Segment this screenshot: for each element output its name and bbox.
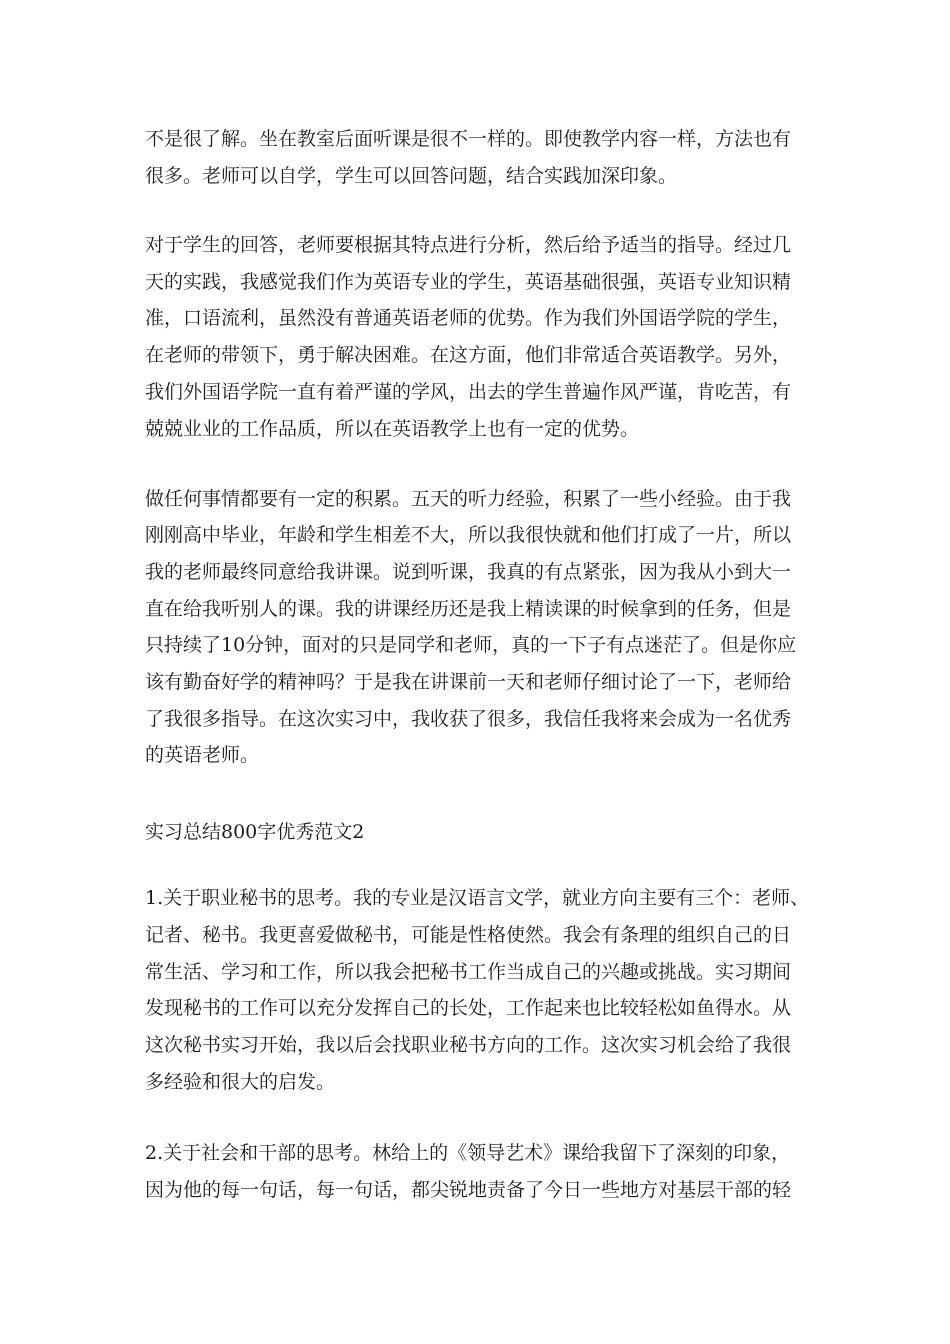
section-heading: 实习总结800字优秀范文2 [145,821,365,843]
paragraph-5-line-2: 记者、秘书。我更喜爱做秘书，可能是性格使然。我会有条理的组织自己的日 [145,924,792,946]
paragraph-2-line-3: 准，口语流利，虽然没有普通英语老师的优势。作为我们外国语学院的学生， [145,307,792,329]
paragraph-1-line-1: 不是很了解。坐在教室后面听课是很不一样的。即使教学内容一样，方法也有 [145,128,792,150]
paragraph-1-line-2: 很多。老师可以自学，学生可以回答问题，结合实践加深印象。 [145,165,678,187]
paragraph-5-line-4: 发现秘书的工作可以充分发挥自己的长处，工作起来也比较轻松如鱼得水。从 [145,997,792,1019]
paragraph-3-line-1: 做任何事情都要有一定的积累。五天的听力经验，积累了一些小经验。由于我 [145,488,792,510]
paragraph-6-line-2: 因为他的每一句话，每一句话，都尖锐地责备了今日一些地方对基层干部的轻 [145,1179,792,1201]
paragraph-3-line-4: 直在给我听别人的课。我的讲课经历还是我上精读课的时候拿到的任务，但是 [145,598,792,620]
paragraph-3-line-8: 的英语老师。 [145,744,260,766]
paragraph-3-line-3: 我的老师最终同意给我讲课。说到听课，我真的有点紧张，因为我从小到大一 [145,561,792,583]
paragraph-5-line-3: 常生活、学习和工作，所以我会把秘书工作当成自己的兴趣或挑战。实习期间 [145,961,792,983]
paragraph-5-line-6: 多经验和很大的启发。 [145,1071,336,1093]
paragraph-3-line-5: 只持续了10分钟，面对的只是同学和老师，真的一下子有点迷茫了。但是你应 [145,634,797,656]
paragraph-3-line-2: 刚刚高中毕业，年龄和学生相差不大，所以我很快就和他们打成了一片，所以 [145,524,792,546]
paragraph-2-line-2: 天的实践，我感觉我们作为英语专业的学生，英语基础很强，英语专业知识精 [145,271,792,293]
paragraph-5-line-1: 1.关于职业秘书的思考。我的专业是汉语言文学，就业方向主要有三个：老师、 [145,887,810,909]
paragraph-3-line-7: 了我很多指导。在这次实习中，我收获了很多，我信任我将来会成为一名优秀 [145,708,792,730]
paragraph-2-line-4: 在老师的带领下，勇于解决困难。在这方面，他们非常适合英语教学。另外， [145,344,792,366]
paragraph-2-line-1: 对于学生的回答，老师要根据其特点进行分析，然后给予适当的指导。经过几 [145,234,792,256]
paragraph-2-line-5: 我们外国语学院一直有着严谨的学风，出去的学生普遍作风严谨，肯吃苦，有 [145,381,792,403]
paragraph-2-line-6: 兢兢业业的工作品质，所以在英语教学上也有一定的优势。 [145,418,640,440]
paragraph-5-line-5: 这次秘书实习开始，我以后会找职业秘书方向的工作。这次实习机会给了我很 [145,1034,792,1056]
paragraph-3-line-6: 该有勤奋好学的精神吗？于是我在讲课前一天和老师仔细讨论了一下，老师给 [145,671,792,693]
paragraph-6-line-1: 2.关于社会和干部的思考。林给上的《领导艺术》课给我留下了深刻的印象， [145,1142,791,1164]
